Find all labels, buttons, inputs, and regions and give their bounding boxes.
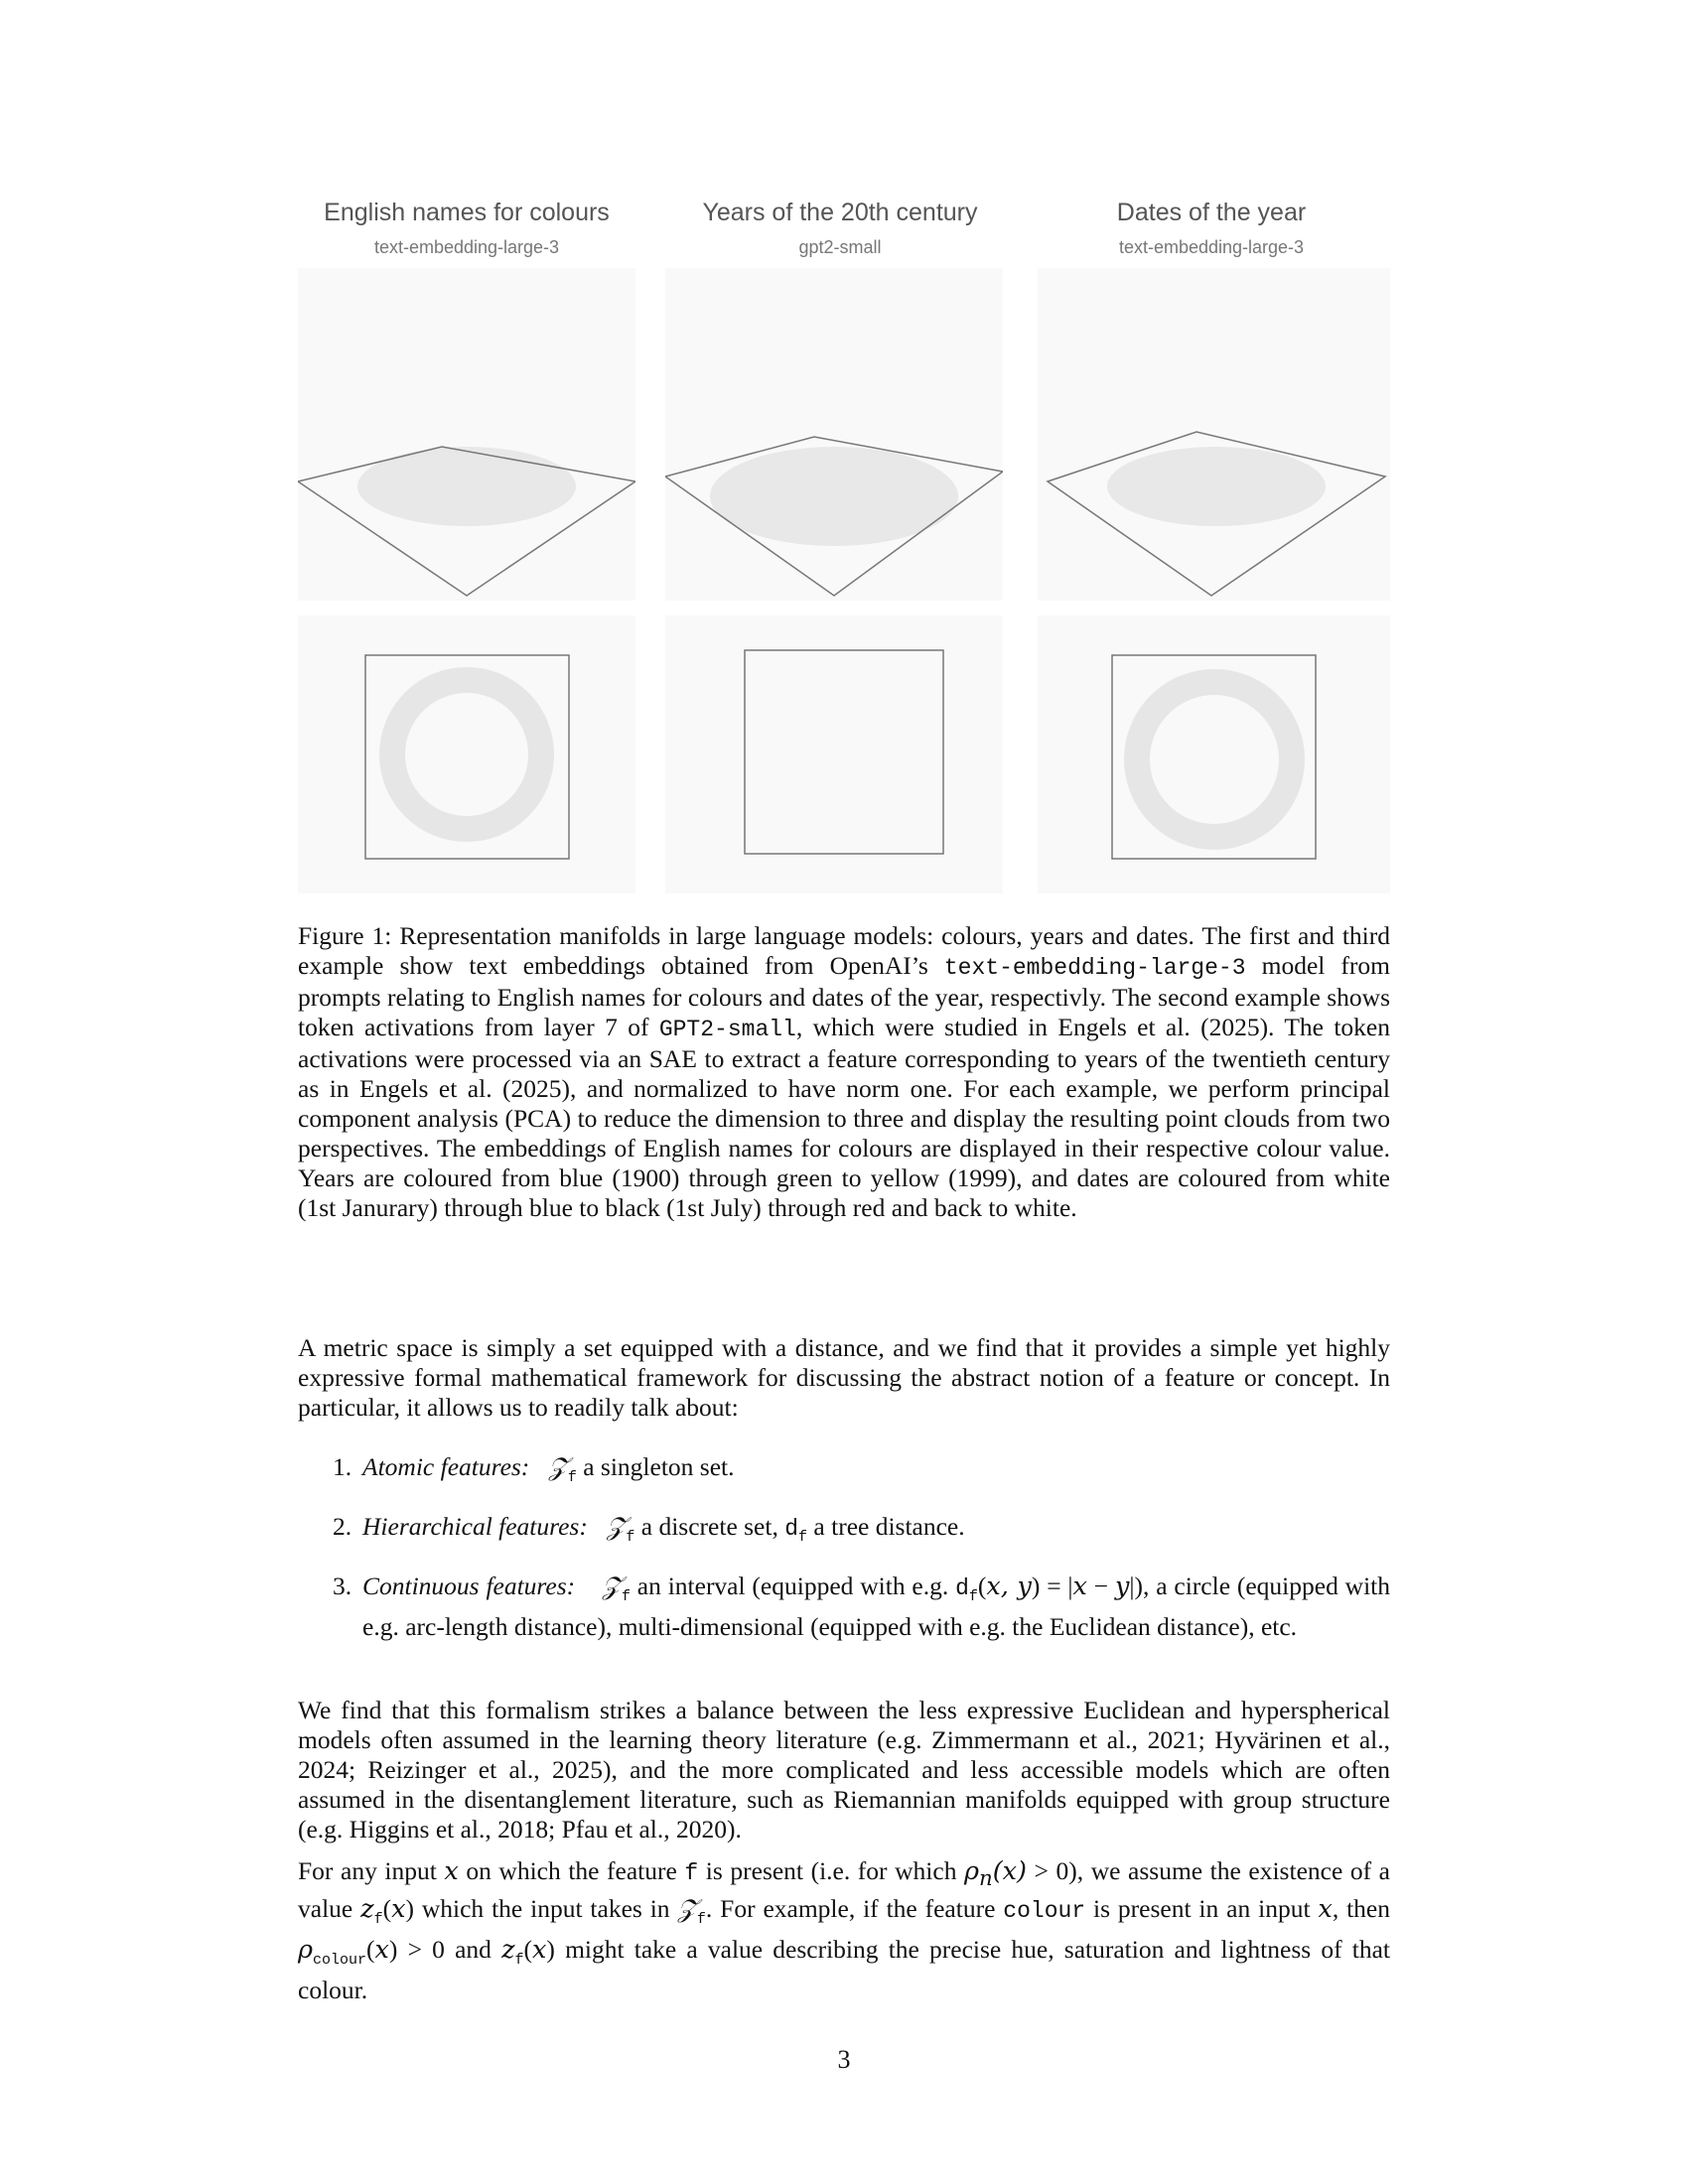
- list-item-hierarchical: 2. Hierarchical features: 𝒵$_f$ a discrete set, $d_f$ a tree distance.: [333, 1512, 965, 1547]
- colours-top-view: [298, 615, 635, 893]
- p3-text: , then: [1332, 1894, 1390, 1924]
- panel-header-dates: [1033, 199, 1390, 258]
- panel-subtitle: text-embedding-large-3: [373, 237, 560, 257]
- p3-text: is present in an input: [1085, 1894, 1319, 1924]
- p3-text: ), we assume the existence of a value: [298, 1856, 1390, 1924]
- list-text: a singleton set.: [576, 1452, 735, 1481]
- list-number: 3.: [333, 1571, 352, 1600]
- caption-text: , which were studied in Engels et al. (2025). The token activations were processed via an SAE to extract a feature corresponding to years of the twentieth century as in Engels et al. (2025), and normalized to have norm one. For each example, we perform principal component analysis (PCA) to reduce the dimension to three and display the resulting point clouds from two perspectives. The embeddings of English names for colours are displayed in their respective colour value. Years are coloured from blue (1900) through green to yellow (1999), and dates are coloured from white (1st Janurary) through blue to black (1st July) through red and back to white.: [298, 1013, 1390, 1222]
- list-item-atomic: 1. Atomic features: 𝒵$_f$ a singleton set.: [333, 1452, 735, 1487]
- list-text: an interval (equipped with e.g.: [630, 1571, 956, 1600]
- p3-text: . For example, if the feature: [705, 1894, 1004, 1924]
- list-text: ), a circle (equipped with e.g. arc-length distance), multi-dimensional (equipped with e.g. the Euclidean distance), etc.: [362, 1571, 1390, 1642]
- caption-text: Figure 1: Representation manifolds in large language models: colours, years and dates. The first and third example show text embeddings obtained from OpenAI’s: [298, 921, 1390, 980]
- dates-3d-view: [1038, 268, 1390, 601]
- body-paragraph-3: For any input x on which the feature f is present (i.e. for which $\rho_n(x) > 0$), we assume the existence of a value $z_f(x)$ which the input takes in 𝒵$_f$. For example, if the feature colour is present in an input x, then $\rho_{colour}(x) > 0$ and $z_f(x)$ might take a value describing the precise hue, saturation and lightness of that colour.: [298, 1856, 1390, 2005]
- list-item-continuous: 3. Continuous features: 𝒵$_f$ an interval (equipped with e.g. $d_f(x$, y) = |x − y|), a circle (equipped with e.g. arc-length distance), multi-dimensional (equipped with e.g. the Euclidean distance), etc.: [333, 1571, 1390, 1642]
- panel-subtitle: gpt2-small: [798, 237, 882, 257]
- caption-text: model from prompts relating to English names for colours and dates of the year, respectivly. The second example shows token activations from layer 7 of: [298, 951, 1391, 1041]
- p3-text: on which the feature: [458, 1856, 685, 1885]
- panel-subtitle: text-embedding-large-3: [1118, 237, 1305, 257]
- list-label: Atomic features:: [362, 1452, 530, 1481]
- panel-title: English names for colours: [324, 199, 610, 226]
- p3-text: might take a value describing the precise hue, saturation and lightness of that colour.: [298, 1935, 1390, 2005]
- list-label: Hierarchical features:: [362, 1512, 588, 1541]
- figure-caption: [298, 921, 1390, 1223]
- list-label: Continuous features:: [362, 1571, 576, 1600]
- panel-title: Dates of the year: [1116, 199, 1307, 226]
- list-number: 1.: [333, 1452, 352, 1481]
- years-top-view: [665, 615, 1003, 893]
- panel-title: Years of the 20th century: [702, 199, 978, 226]
- body-paragraph-2: We find that this formalism strikes a balance between the less expressive Euclidean and hyperspherical models often assumed in the learning theory literature (e.g. Zimmermann et al., 2021; Hyvärinen et al., 2024; Reizinger et al., 2025), and the more complicated and less accessible models which are often assumed in the disentanglement literature, such as Riemannian manifolds equipped with group structure (e.g. Higgins et al., 2018; Pfau et al., 2020).: [298, 1696, 1390, 1843]
- p3-text: which the input takes in: [413, 1894, 678, 1924]
- dates-top-view: [1038, 615, 1390, 893]
- panel-header-colours: [288, 199, 645, 258]
- list-text: a tree distance.: [807, 1512, 965, 1541]
- panel-header-years: [661, 199, 1019, 258]
- p3-text: is present (i.e. for which: [698, 1856, 965, 1885]
- colours-3d-view: [298, 268, 635, 601]
- list-text: a discrete set,: [634, 1512, 785, 1541]
- years-3d-view: [665, 268, 1003, 601]
- body-paragraph-1: A metric space is simply a set equipped with a distance, and we find that it provides a simple yet highly expressive formal mathematical framework for discussing the abstract notion of a feature or concept. In particular, it allows us to readily talk about:: [298, 1333, 1390, 1422]
- list-number: 2.: [333, 1512, 352, 1541]
- p3-text: and: [444, 1935, 502, 1965]
- caption-model-name: GPT2-small: [658, 1017, 796, 1042]
- page-number: 3: [837, 2045, 851, 2074]
- p3-text: For any input: [298, 1856, 445, 1885]
- caption-model-name: text-embedding-large-3: [943, 955, 1246, 981]
